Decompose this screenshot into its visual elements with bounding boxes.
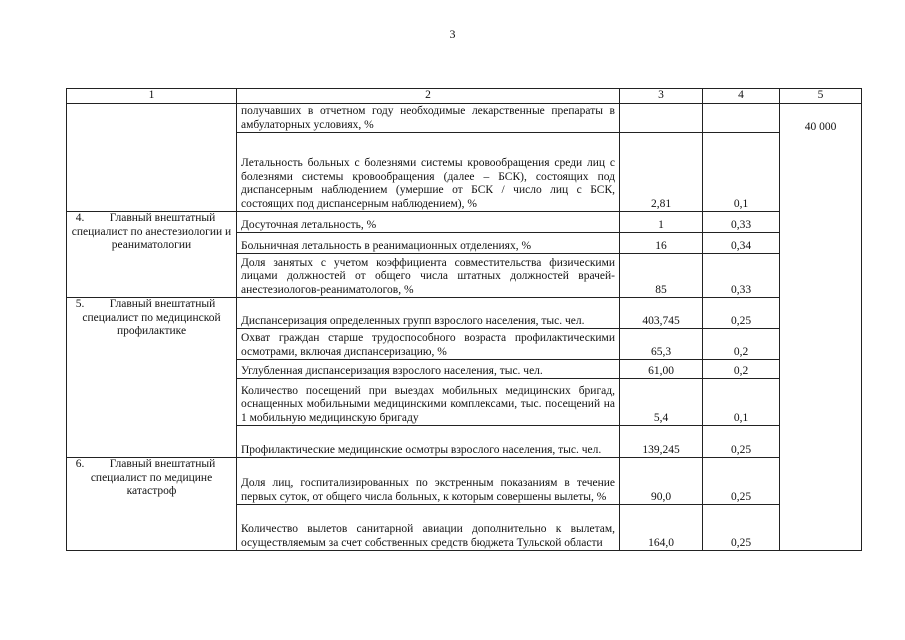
- table-row: [67, 298, 862, 329]
- indicator-value: 139,245: [620, 426, 703, 458]
- group-number: 6.: [75, 458, 85, 470]
- column-header: 5: [780, 89, 862, 104]
- indicator-text: Доля занятых с учетом коэффициента совместительства физическими лицами должностей от общего числа штатных должностей врачей-анестезиологов-реаниматологов, %: [237, 254, 620, 298]
- indicator-value: 1: [620, 212, 703, 233]
- table-row: [67, 104, 862, 133]
- indicator-text: Летальность больных с болезнями системы кровообращения среди лиц с болезнями системы кровообращения (далее – БСК), состоящих под диспансерным наблюдением (умершие от БСК / число лиц с БСК, состоящих под диспансерным наблюдением), %: [237, 133, 620, 212]
- indicator-text: Количество посещений при выездах мобильных медицинских бригад, оснащенных мобильными медицинскими комплексами, тыс. посещений на 1 мобильную медицинскую бригаду: [237, 379, 620, 426]
- indicator-text: Углубленная диспансеризация взрослого населения, тыс. чел.: [237, 360, 620, 379]
- indicator-weight: 0,25: [703, 426, 780, 458]
- indicator-value: 85: [620, 254, 703, 298]
- indicator-text: Профилактические медицинские осмотры взрослого населения, тыс. чел.: [237, 426, 620, 458]
- specialist-title: Главный внештатный специалист по медицине катастроф: [90, 458, 216, 497]
- indicator-text: Больничная летальность в реанимационных отделениях, %: [237, 233, 620, 254]
- indicator-text: Охват граждан старше трудоспособного возраста профилактическими осмотрами, включая диспансеризацию, %: [237, 329, 620, 360]
- indicator-weight: 0,2: [703, 360, 780, 379]
- indicator-text: Доля лиц, госпитализированных по экстренным показаниям в течение первых суток, от общего числа больных, к которым совершены вылеты, %: [237, 458, 620, 505]
- indicator-value: 65,3: [620, 329, 703, 360]
- indicator-text: Диспансеризация определенных групп взрослого населения, тыс. чел.: [237, 298, 620, 329]
- specialist-cell: [67, 212, 237, 298]
- group-number: 5.: [75, 298, 85, 310]
- indicator-text: получавших в отчетном году необходимые лекарственные препараты в амбулаторных условиях, %: [237, 104, 620, 133]
- group-number: 4.: [75, 212, 85, 224]
- column-header: 1: [67, 89, 237, 104]
- column-header: 2: [237, 89, 620, 104]
- indicator-weight: 0,1: [703, 133, 780, 212]
- indicator-weight: 0,2: [703, 329, 780, 360]
- indicators-table: [66, 88, 862, 551]
- indicator-value: 164,0: [620, 505, 703, 551]
- column-header: 4: [703, 89, 780, 104]
- column-header: 3: [620, 89, 703, 104]
- indicator-value: 16: [620, 233, 703, 254]
- indicator-text: Количество вылетов санитарной авиации дополнительно к вылетам, осуществляемым за счет собственных средств бюджета Тульской области: [237, 505, 620, 551]
- indicator-weight: 0,34: [703, 233, 780, 254]
- indicator-weight: 0,1: [703, 379, 780, 426]
- indicator-text: Досуточная летальность, %: [237, 212, 620, 233]
- table-row: [67, 458, 862, 505]
- indicator-weight: 0,25: [703, 505, 780, 551]
- specialist-cell: [67, 104, 237, 212]
- indicator-value: 5,4: [620, 379, 703, 426]
- total-amount: 40 000: [780, 104, 862, 551]
- table-header-row: [67, 89, 862, 104]
- indicator-value: 403,745: [620, 298, 703, 329]
- specialist-title: Главный внештатный специалист по медицинской профилактике: [82, 298, 221, 337]
- indicator-weight: 0,33: [703, 212, 780, 233]
- indicator-value: 90,0: [620, 458, 703, 505]
- indicator-value: 61,00: [620, 360, 703, 379]
- table-row: [67, 212, 862, 233]
- indicator-value: 2,81: [620, 133, 703, 212]
- specialist-cell: [67, 298, 237, 458]
- indicator-weight: [703, 104, 780, 133]
- page-number: 3: [449, 27, 456, 41]
- indicator-weight: 0,25: [703, 458, 780, 505]
- indicator-value: [620, 104, 703, 133]
- specialist-cell: [67, 458, 237, 551]
- indicator-weight: 0,33: [703, 254, 780, 298]
- specialist-title: Главный внештатный специалист по анестезиологии и реаниматологии: [71, 212, 232, 251]
- indicator-weight: 0,25: [703, 298, 780, 329]
